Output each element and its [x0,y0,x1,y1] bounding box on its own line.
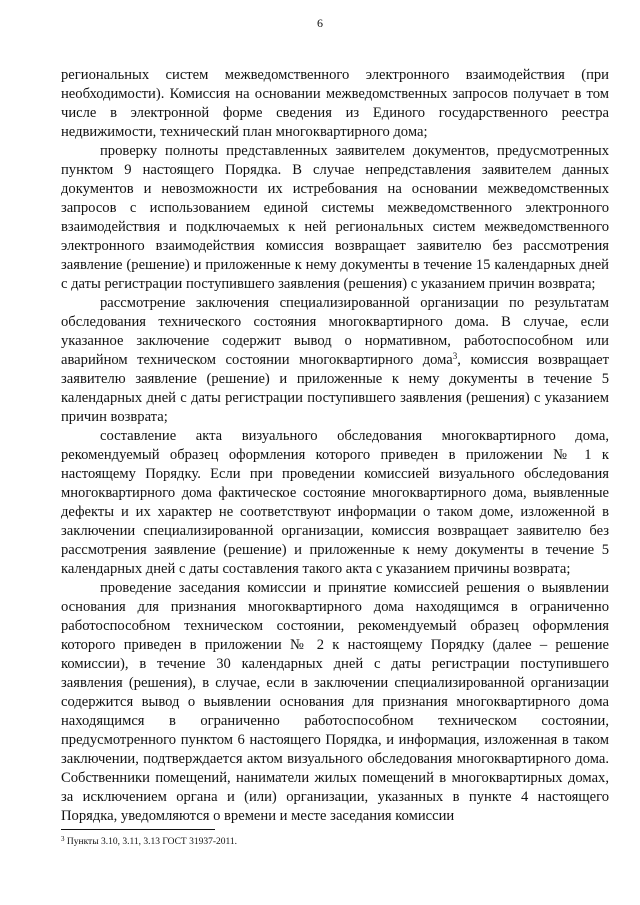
paragraph-1: региональных систем межведомственного электронного взаимодействия (при необходимости). Комиссия на основании межведомственных запросов получает в том числе в электронной форме сведения из Единого государственного реестра недвижимости, технический план многоквартирного дома; [61,67,609,140]
footnote-text: Пункты 3.10, 3.11, 3.13 ГОСТ 31937-2011. [64,837,238,847]
footnote-mark: 3 [61,835,65,843]
page-number: 6 [317,16,323,30]
footnote-separator [61,829,215,830]
footnote-reference-3: 3 [452,351,458,361]
footnote [61,836,609,848]
paragraph-2: проверку полноты представленных заявителем документов, предусмотренных пунктом 9 настоящего Порядка. В случае непредставления заявителем данных документов и невозможности их истребования на основании межведомственных запросов с использованием единой системы межведомственного электронного взаимодействия и подключаемых к ней региональных систем межведомственного электронного взаимодействия комиссия возвращает заявителю без рассмотрения заявление (решение) и приложенные к нему документы в течение 15 календарных дней с даты регистрации поступившего заявления (решения) с указанием причин возврата; [61,143,609,292]
paragraph-3-text-after: , комиссия возвращает заявителю заявление (решение) и приложенные к нему документы в течение 5 календарных дней с даты регистрации поступившего заявления (решения) с указанием причин возврата; [61,352,609,425]
document-body [61,66,609,826]
paragraph-3-text-before: рассмотрение заключения специализированной организации по результатам обследования технического состояния многоквартирного дома. В случае, если указанное заключение содержит вывод о нормативном, работоспособном или аварийном техническом состоянии многоквартирного дома [61,295,609,368]
paragraph-5: проведение заседания комиссии и принятие комиссией решения о выявлении основания для признания многоквартирного дома находящимся в ограниченно работоспособном техническом состоянии, рекомендуемый образец оформления которого приведен в приложении № 2 к настоящему Порядку (далее – решение комиссии), в течение 30 календарных дней с даты регистрации поступившего заявления (решения), в случае, если в заключении специализированной организации содержится вывод о выявлении основания для признания многоквартирного дома находящимся в ограниченно работоспособном техническом состоянии, предусмотренного пунктом 6 настоящего Порядка, и информация, изложенная в таком заключении, подтверждается актом визуального обследования многоквартирного дома. Собственники помещений, наниматели жилых помещений в многоквартирных домах, за исключением органа и (или) организации, указанных в пункте 4 настоящего Порядка, уведомляются о времени и месте заседания комиссии [61,580,609,824]
paragraph-4: составление акта визуального обследования многоквартирного дома, рекомендуемый образец оформления которого приведен в приложении № 1 к настоящему Порядку. Если при проведении комиссией визуального обследования многоквартирного дома фактическое состояние многоквартирного дома, выявленные дефекты и их характер не соответствуют информации о таком доме, изложенной в заключении специализированной организации, комиссия возвращает заявителю без рассмотрения заявление (решение) и приложенные к нему документы в течение 5 календарных дней с даты составления такого акта с указанием причины возврата; [61,428,609,577]
paragraph-3 [61,294,609,427]
